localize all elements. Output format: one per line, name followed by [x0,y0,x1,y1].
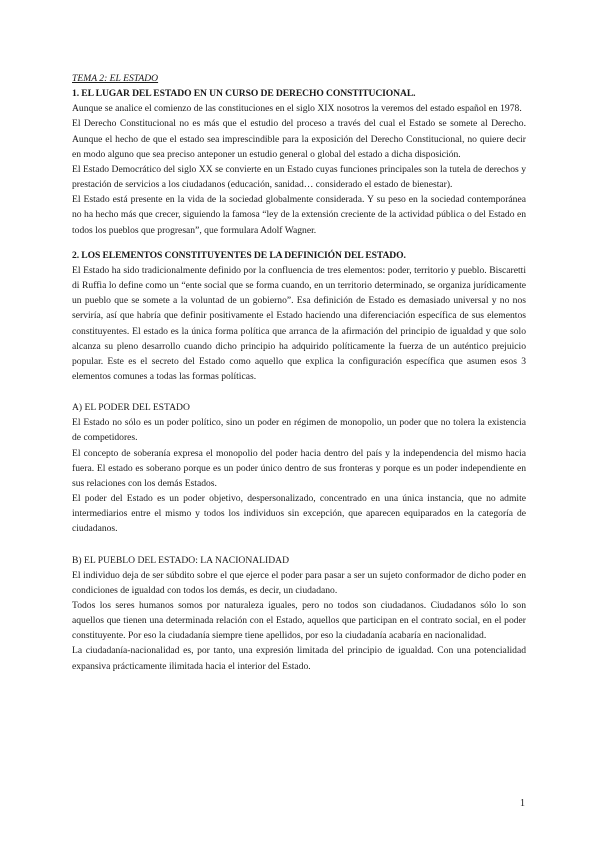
section-2-heading: 2. LOS ELEMENTOS CONSTITUYENTES DE LA DEFINICIÓN DEL ESTADO. [72,249,406,261]
page-number: 1 [520,798,525,809]
paragraph: La ciudadanía-nacionalidad es, por tanto, una expresión limitada del principio de igualdad. Con una potencialidad expansiva prácticamente ilimitada hacia el interior del Estado. [72,645,526,672]
document-title: TEMA 2: EL ESTADO [72,73,159,84]
document-body [72,71,526,674]
subsection-a-heading: A) EL PODER DEL ESTADO [72,402,190,414]
paragraph: El Estado no sólo es un poder político, sino un poder en régimen de monopolio, un poder que no tolera la existencia de competidores. [72,417,526,444]
paragraph: El Estado ha sido tradicionalmente definido por la confluencia de tres elementos: poder, territorio y pueblo. Biscaretti di Ruffia lo define como un “ente social que se forma cuando, en un territorio determinado, se organiza jurídicamente un pueblo que se somete a la voluntad de un gobierno”. Esa definición de Estado es demasiado universal y no nos serviría, así que habría que definir positivamente el Estado haciendo una diferenciación específica de sus elementos constituyentes. El estado es la única forma política que arranca de la afirmación del principio de igualdad y que solo alcanza su pleno desarrollo cuando dicho principio ha adquirido políticamente la fuerza de un auténtico prejuicio popular. Este es el secreto del Estado como aquello que explica la configuración específica que asumen esos 3 elementos comunes a todas las formas políticas. [72,264,526,382]
section-1-heading: 1. EL LUGAR DEL ESTADO EN UN CURSO DE DERECHO CONSTITUCIONAL. [72,88,416,100]
paragraph: Aunque se analice el comienzo de las constituciones en el siglo XIX nosotros la veremos del estado español en 1978. [72,103,522,115]
paragraph: El poder del Estado es un poder objetivo, despersonalizado, concentrado en una única instancia, que no admite intermediarios entre el mismo y todos los individuos sin excepción, que aparecen equiparados en la categoría de ciudadanos. [72,493,526,535]
paragraph: El concepto de soberanía expresa el monopolio del poder hacia dentro del país y la independencia del mismo hacia fuera. El estado es soberano porque es un poder único dentro de sus fronteras y porque es un poder independiente en sus relaciones con los demás Estados. [72,447,526,489]
paragraph: El individuo deja de ser súbdito sobre el que ejerce el poder para pasar a ser un sujeto conformador de dicho poder en condiciones de igualdad con todos los demás, es decir, un ciudadano. [72,569,526,596]
paragraph: El Derecho Constitucional no es más que el estudio del proceso a través del cual el Estado se somete al Derecho. Aunque el hecho de que el estado sea imprescindible para la exposición del Derecho Constitucional, no quiere decir en modo alguno que sea preciso anteponer un estudio general o global del estado a dicha disposición. [72,118,526,160]
subsection-b-heading: B) EL PUEBLO DEL ESTADO: LA NACIONALIDAD [72,554,290,566]
paragraph: Todos los seres humanos somos por naturaleza iguales, pero no todos son ciudadanos. Ciudadanos sólo lo son aquellos que tienen una determinada relación con el Estado, aquellos que participan en el contrato social, en el poder constituyente. Por eso la ciudadanía siempre tiene apellidos, por eso la ciudadanía acabaría en nacionalidad. [72,600,526,642]
paragraph: El Estado Democrático del siglo XX se convierte en un Estado cuyas funciones principales son la tutela de derechos y prestación de servicios a los ciudadanos (educación, sanidad… considerado el estado de bienestar). [72,163,526,191]
paragraph: El Estado está presente en la vida de la sociedad globalmente considerada. Y su peso en la sociedad contemporánea no ha hecho más que crecer, siguiendo la famosa “ley de la extensión creciente de la actividad pública o del Estado en todos los pueblos que progresan”, que formulara Adolf Wagner. [72,194,526,236]
